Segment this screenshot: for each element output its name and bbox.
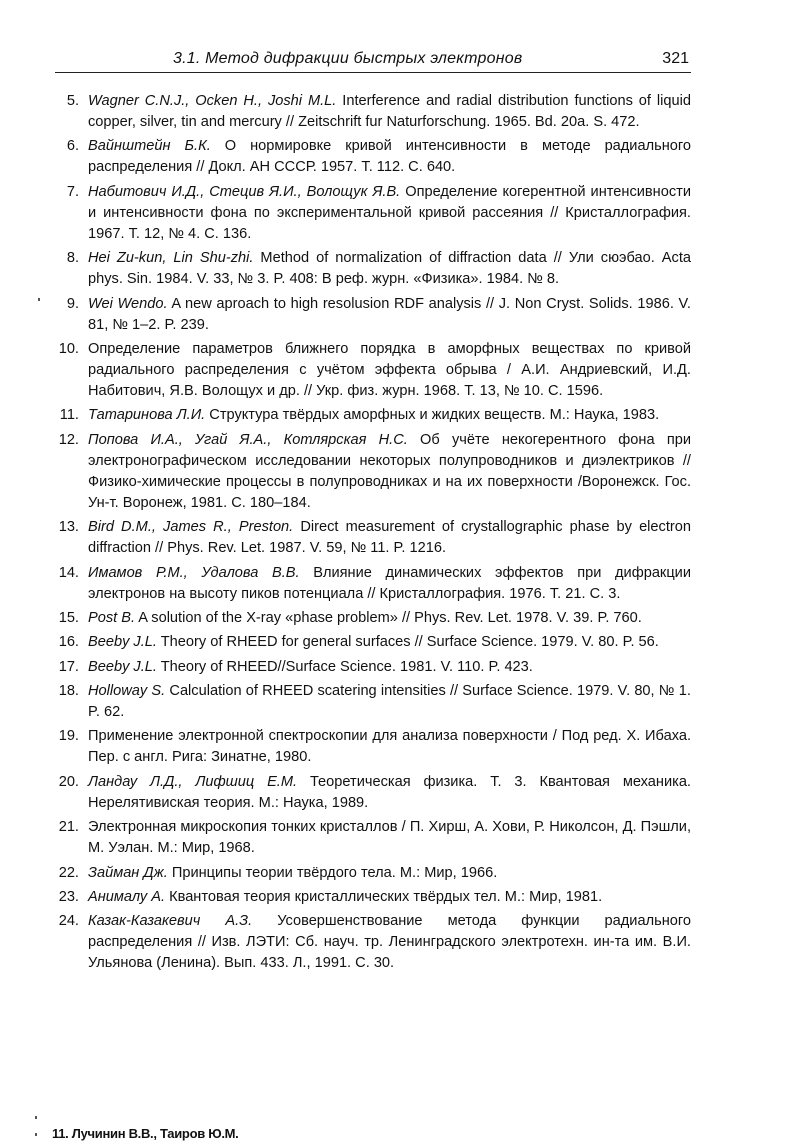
reference-item: [55, 294, 691, 336]
reference-number: 24.: [58, 913, 79, 930]
reference-authors: Bird D.M., James R., Preston.: [88, 519, 294, 536]
reference-number: 16.: [58, 634, 79, 651]
reference-text: Theory of RHEED//Surface Science. 1981. V. 110. P. 423.: [156, 658, 533, 675]
reference-item: [55, 91, 691, 133]
reference-number: 19.: [58, 728, 79, 745]
reference-authors: Beeby J.L.: [88, 634, 157, 651]
reference-text: Method of normalization of diffraction data // Ули сюэбао. Acta phys. Sin. 1984. V. 33, № 3. P. 408: В реф. журн. «Физика». 1984. № 8.: [88, 250, 691, 288]
printer-signature: 11. Лучинин В.В., Таиров Ю.М.: [52, 1126, 239, 1141]
page-number: 321: [662, 50, 689, 67]
reference-text: A solution of the X-ray «phase problem» // Phys. Rev. Let. 1978. V. 39. P. 760.: [135, 609, 642, 626]
reference-item: [55, 563, 691, 605]
reference-text: A new aproach to high resolusion RDF analysis // J. Non Cryst. Solids. 1986. V. 81, № 1–2. P. 239.: [88, 295, 691, 333]
margin-speck: [35, 1133, 37, 1136]
reference-text: Theory of RHEED for general surfaces // Surface Science. 1979. V. 80. P. 56.: [156, 634, 659, 651]
reference-item: [55, 405, 691, 426]
reference-text: Теоретическая физика. Т. 3. Квантовая механика. Нерелятивиская теория. М.: Наука, 1989.: [88, 773, 691, 811]
reference-number: 12.: [58, 431, 79, 448]
reference-item: [55, 817, 691, 859]
reference-number: 22.: [58, 864, 79, 881]
reference-item: [55, 726, 691, 768]
reference-text: О нормировке кривой интенсивности в методе радиального распределения // Докл. АН СССР. 1957. Т. 112. С. 640.: [88, 138, 691, 176]
reference-item: [55, 248, 691, 290]
reference-authors: Татаринова Л.И.: [88, 407, 206, 424]
reference-item: [55, 772, 691, 814]
reference-item: [55, 681, 691, 723]
reference-item: [55, 887, 691, 908]
reference-authors: Набитович И.Д., Стецив Я.И., Волощук Я.В.: [88, 183, 401, 200]
reference-item: [55, 657, 691, 678]
reference-item: [55, 632, 691, 653]
reference-number: 11.: [59, 407, 79, 424]
reference-number: 6.: [66, 138, 79, 155]
reference-number: 10.: [58, 340, 79, 357]
reference-text: Принципы теории твёрдого тела. М.: Мир, 1966.: [167, 864, 498, 881]
reference-item: [55, 430, 691, 514]
reference-authors: Казак-Казакевич А.З.: [88, 913, 253, 930]
reference-authors: Post B.: [88, 609, 136, 626]
reference-text: Calculation of RHEED scatering intensities // Surface Science. 1979. V. 80, № 1. P. 62.: [88, 683, 691, 721]
reference-text: Применение электронной спектроскопии для анализа поверхности / Под ред. Х. Ибаха. Пер. с англ. Рига: Зинатне, 1980.: [88, 728, 691, 766]
reference-text: Влияние динамических эффектов при дифракции электронов на высоту пиков потенциала // Кристаллография. 1976. Т. 21. С. 3.: [88, 564, 691, 602]
reference-text: Определение когерентной интенсивности и интенсивности фона по экспериментальной кривой рассеяния // Кристаллография. 1967. Т. 12, № 4. С. 136.: [88, 183, 691, 242]
reference-number: 23.: [58, 889, 79, 906]
reference-text: Структура твёрдых аморфных и жидких веществ. М.: Наука, 1983.: [205, 407, 660, 424]
reference-number: 15.: [58, 609, 79, 626]
reference-number: 7.: [66, 183, 79, 200]
reference-item: [55, 608, 691, 629]
reference-number: 18.: [58, 683, 79, 700]
reference-authors: Ландау Л.Д., Лифшиц Е.М.: [88, 773, 298, 790]
reference-number: 8.: [66, 250, 79, 267]
reference-authors: Вайнштейн Б.К.: [88, 138, 211, 155]
reference-item: [55, 339, 691, 402]
reference-number: 20.: [58, 773, 79, 790]
reference-authors: Holloway S.: [88, 683, 166, 700]
reference-authors: Wagner C.N.J., Ocken H., Joshi M.L.: [88, 93, 337, 109]
reference-item: [55, 517, 691, 559]
reference-text: Определение параметров ближнего порядка в аморфных веществах по кривой радиального распределения с учётом эффекта обрыва / А.И. Андриевский, И.Д. Набитович, Я.В. Волощух и др. // Укр. физ. журн. 1968. Т. 13, № 10. С. 1596.: [88, 340, 691, 399]
reference-number: 5.: [66, 93, 79, 109]
reference-text: Усовершенствование метода функции радиального распределения // Изв. ЛЭТИ: Сб. науч. тр. Ленинградского электротехн. ин-та им. В.И. Ульянова (Ленина). Вып. 433. Л., 1991. С. 30.: [88, 913, 691, 972]
reference-text: Direct measurement of crystallographic phase by electron diffraction // Phys. Rev. Let. 1987. V. 59, № 11. P. 1216.: [88, 519, 691, 557]
reference-text: Interference and radial distribution functions of liquid copper, silver, tin and mercury // Zeitschrift fur Naturforschung. 1965. Bd. 20a. S. 472.: [88, 93, 691, 130]
reference-authors: Займан Дж.: [88, 864, 168, 881]
reference-authors: Wei Wendo.: [88, 295, 168, 312]
reference-number: 9.: [66, 295, 79, 312]
reference-item: [55, 911, 691, 974]
reference-item: [55, 863, 691, 884]
reference-authors: Анималу А.: [88, 889, 166, 906]
reference-text: Квантовая теория кристаллических твёрдых тел. М.: Мир, 1981.: [165, 889, 603, 906]
reference-number: 13.: [58, 519, 79, 536]
reference-item: [55, 136, 691, 178]
reference-item: [55, 182, 691, 245]
reference-authors: Попова И.А., Угай Я.А., Котлярская Н.С.: [88, 431, 408, 448]
reference-number: 17.: [58, 658, 79, 675]
running-title: 3.1. Метод дифракции быстрых электронов: [173, 50, 523, 67]
reference-authors: Имамов Р.М., Удалова В.В.: [88, 564, 300, 581]
reference-authors: Hei Zu-kun, Lin Shu-zhi.: [88, 250, 254, 267]
reference-number: 21.: [58, 819, 79, 836]
margin-speck: [35, 1116, 37, 1119]
reference-authors: Beeby J.L.: [88, 658, 157, 675]
reference-text: Об учёте некогерентного фона при электронографическом исследовании некоторых полупроводников и диэлектриков // Физико-химические процессы в полупроводниках и на их поверхности /Воронежск. Гос. Ун-т. Воронеж, 1981. С. 180–184.: [88, 431, 691, 511]
reference-text: Электронная микроскопия тонких кристаллов / П. Хирш, А. Хови, Р. Николсон, Д. Пэшли, М. Уэлан. М.: Мир, 1968.: [88, 819, 691, 857]
reference-list: [55, 91, 691, 974]
reference-number: 14.: [58, 564, 79, 581]
running-header: [55, 48, 691, 73]
margin-speck: [38, 298, 40, 301]
